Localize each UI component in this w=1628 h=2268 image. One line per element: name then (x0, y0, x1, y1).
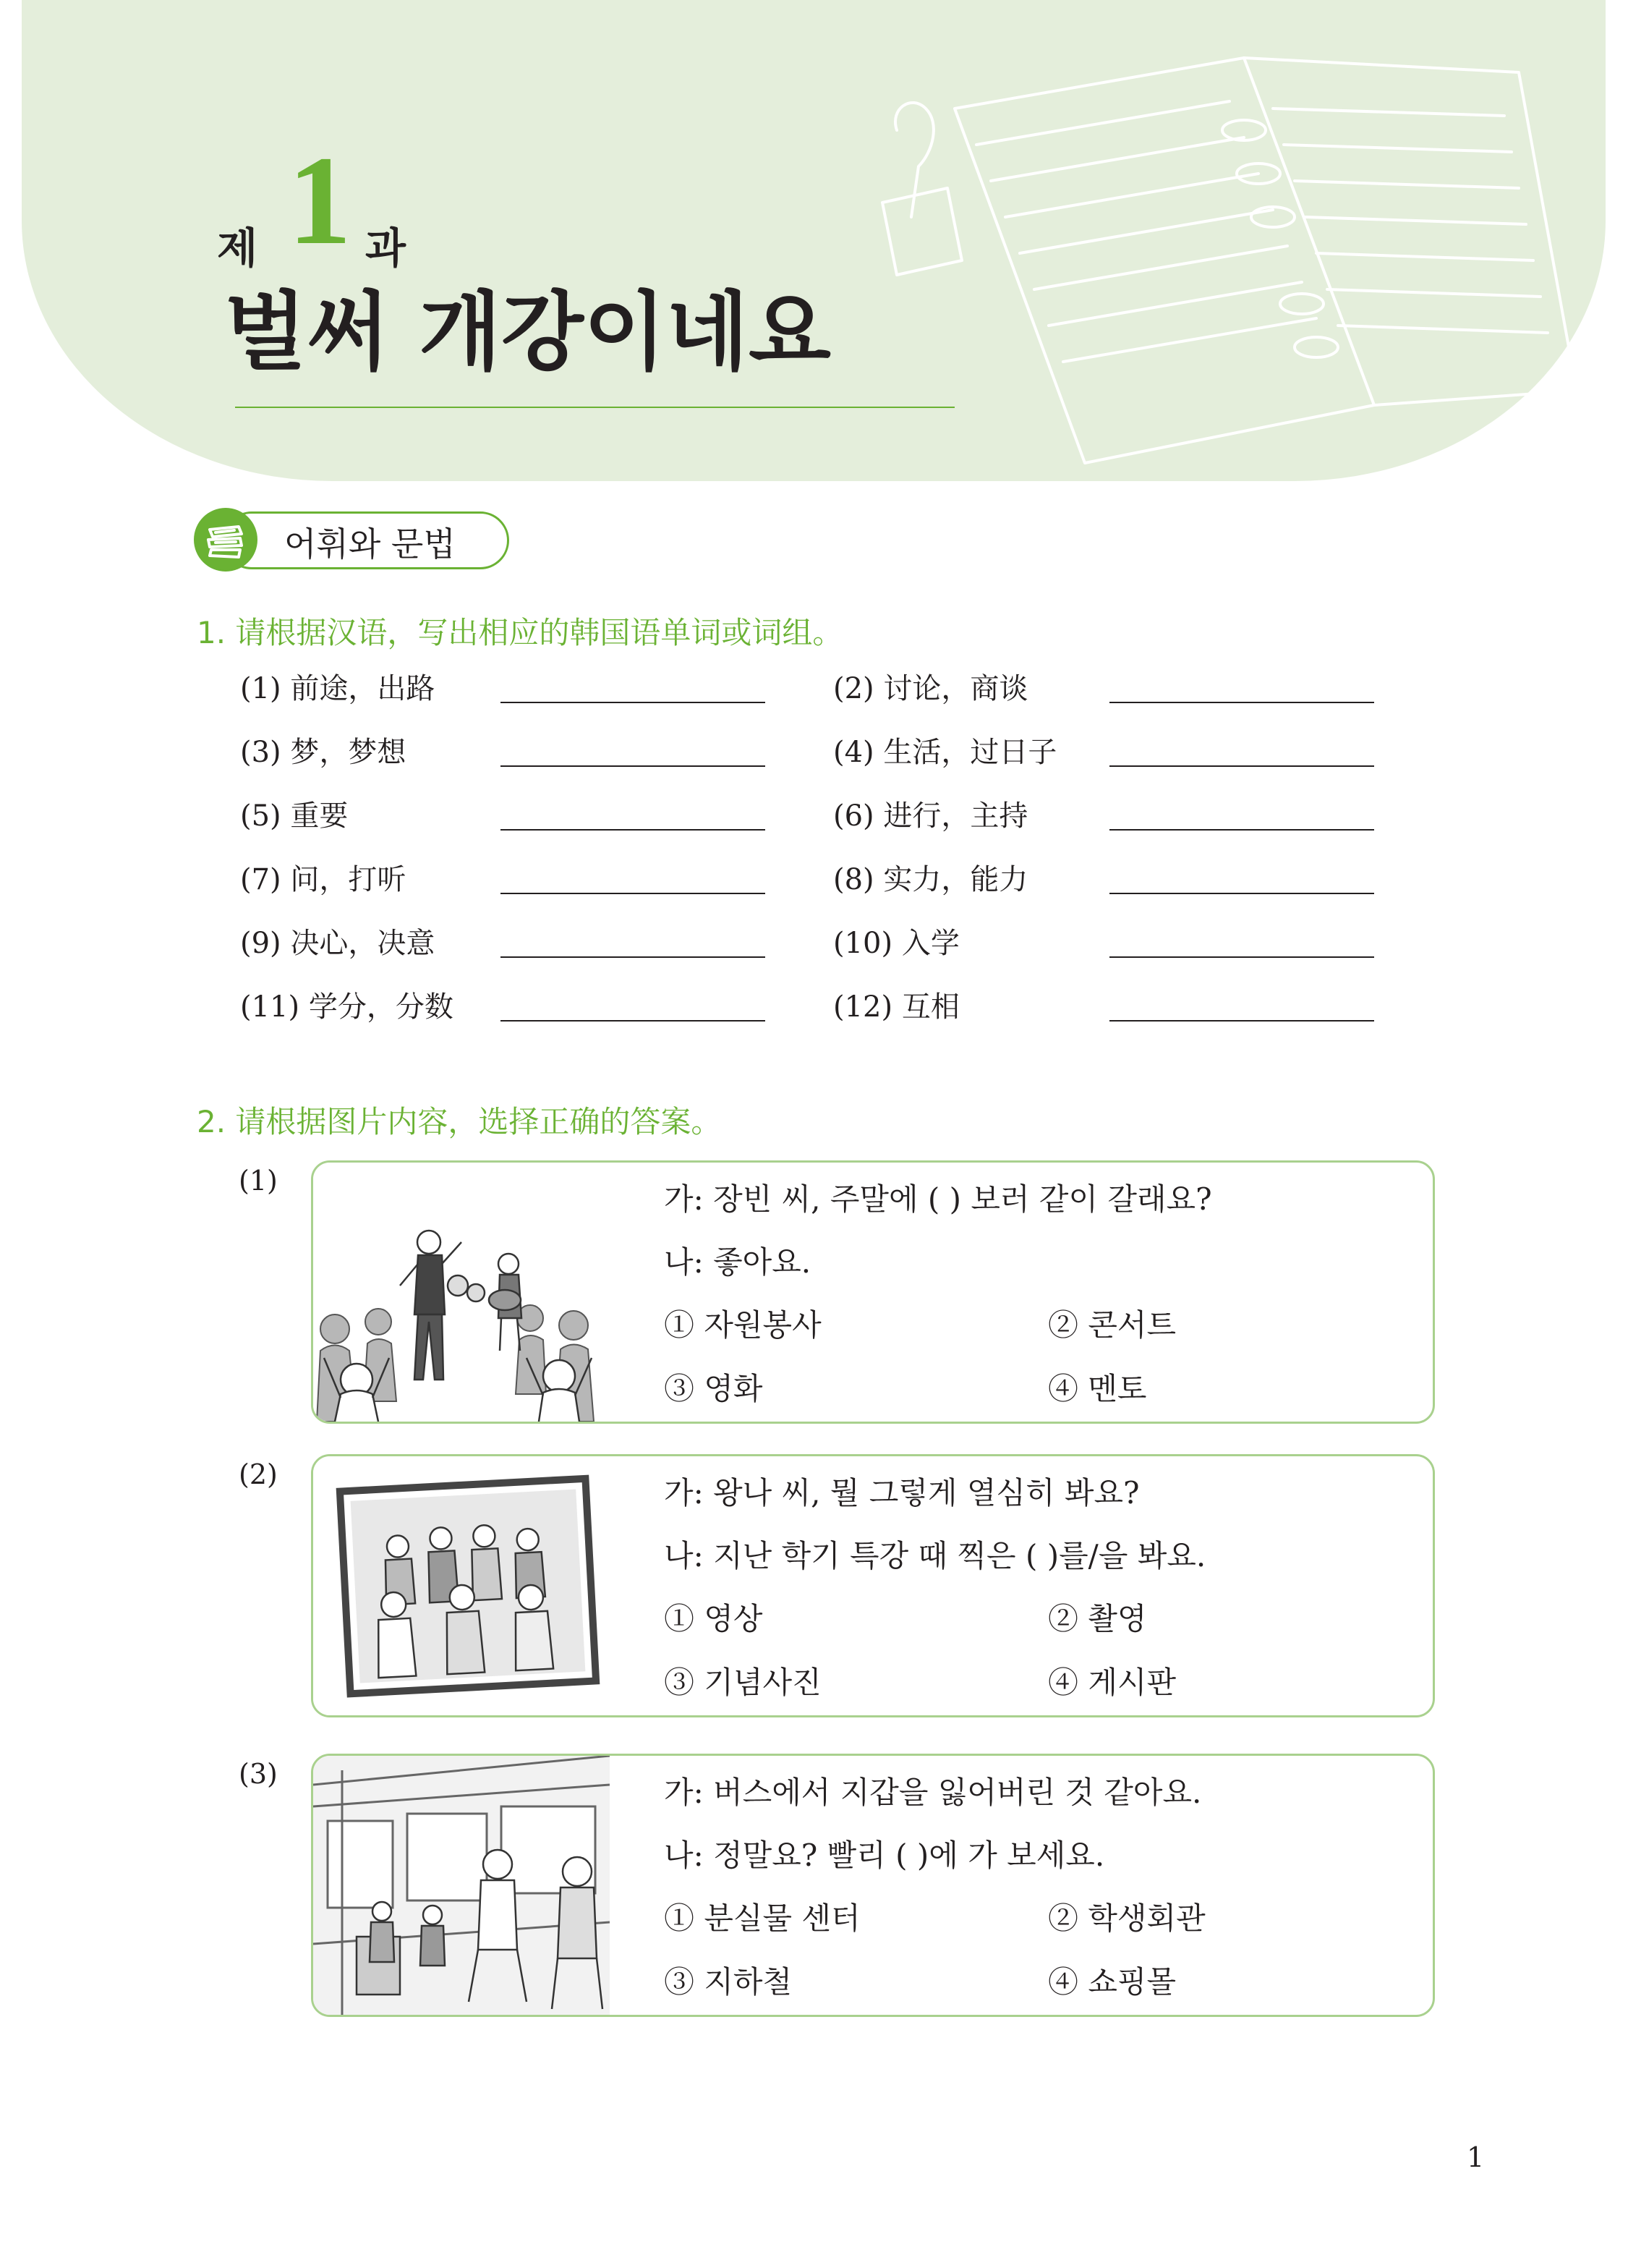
answer-option[interactable]: ④ 게시판 (1048, 1665, 1177, 1700)
answer-option[interactable]: ② 콘서트 (1048, 1307, 1177, 1343)
exercise-2-instruction: 2. 请根据图片内容，选择正确的答案。 (197, 1104, 722, 1139)
answer-option[interactable]: ④ 쇼핑몰 (1048, 1964, 1177, 2000)
answer-option[interactable]: ② 촬영 (1048, 1601, 1147, 1636)
answer-option[interactable]: ④ 멘토 (1048, 1371, 1147, 1406)
vocab-item-label: (5) 重要 (240, 799, 349, 833)
vocab-item (833, 793, 1412, 836)
answer-option[interactable]: ① 자원봉사 (664, 1307, 822, 1343)
notebook-illustration (868, 29, 1606, 492)
answer-blank[interactable] (1109, 702, 1374, 703)
answer-blank[interactable] (1109, 956, 1374, 958)
concert-illustration (313, 1163, 610, 1422)
vocab-item-label: (3) 梦，梦想 (240, 736, 406, 769)
answer-blank[interactable] (500, 829, 765, 831)
vocab-item-label: (2) 讨论，商谈 (833, 672, 1028, 705)
dialogue-line-b: 나: 정말요? 빨리 ( )에 가 보세요. (664, 1838, 1105, 1873)
title-underline (235, 407, 955, 408)
vocab-item-label: (1) 前途，出路 (240, 672, 435, 705)
answer-option[interactable]: ③ 영화 (664, 1371, 763, 1406)
answer-blank[interactable] (500, 1020, 765, 1022)
vocab-item (240, 666, 819, 709)
vocab-item (240, 984, 819, 1027)
answer-option[interactable]: ② 학생회관 (1048, 1900, 1206, 1936)
answer-option[interactable]: ③ 기념사진 (664, 1665, 822, 1700)
bus-illustration (313, 1756, 610, 2015)
answer-blank[interactable] (1109, 893, 1374, 894)
vocab-item (833, 920, 1412, 964)
question-number: (3) (239, 1758, 278, 1790)
answer-blank[interactable] (1109, 765, 1374, 767)
answer-blank[interactable] (1109, 1020, 1374, 1022)
dialogue-line-a: 가: 버스에서 지갑을 잃어버린 것 같아요. (664, 1775, 1202, 1810)
vocab-item (240, 857, 819, 900)
lesson-suffix: 과 (365, 224, 406, 273)
answer-blank[interactable] (500, 765, 765, 767)
lesson-prefix: 제 (217, 224, 258, 273)
answer-option[interactable]: ① 분실물 센터 (664, 1900, 861, 1936)
vocab-item (833, 857, 1412, 900)
page-number: 1 (1467, 2141, 1485, 2173)
vocab-item (833, 666, 1412, 709)
answer-blank[interactable] (500, 702, 765, 703)
dialogue-line-a: 가: 왕나 씨, 뭘 그렇게 열심히 봐요? (664, 1475, 1140, 1511)
vocab-item-label: (11) 学分，分数 (240, 990, 453, 1024)
lesson-title: 벌써 개강이네요 (224, 282, 831, 382)
dialogue-line-b: 나: 지난 학기 특강 때 찍은 ( )를/을 봐요. (664, 1538, 1206, 1573)
vocab-item-label: (4) 生活，过日子 (833, 736, 1057, 769)
books-icon (194, 508, 257, 572)
answer-option[interactable]: ① 영상 (664, 1601, 763, 1636)
section-badge (194, 508, 512, 570)
vocab-item-label: (12) 互相 (833, 990, 960, 1024)
answer-option[interactable]: ③ 지하철 (664, 1964, 793, 2000)
vocab-item (833, 984, 1412, 1027)
question-box (311, 1160, 1435, 1424)
dialogue-line-b: 나: 좋아요. (664, 1244, 811, 1280)
answer-blank[interactable] (1109, 829, 1374, 831)
answer-blank[interactable] (500, 893, 765, 894)
question-box (311, 1454, 1435, 1717)
lesson-number: 1 (288, 130, 351, 271)
vocab-item-label: (7) 问，打听 (240, 863, 406, 896)
question-number: (2) (239, 1458, 278, 1490)
section-label: 어휘와 문법 (284, 524, 456, 564)
vocab-item-label: (10) 入学 (833, 927, 960, 960)
vocab-item (240, 920, 819, 964)
exercise-1-instruction: 1. 请根据汉语，写出相应的韩国语单词或词组。 (197, 615, 843, 650)
vocab-item (240, 793, 819, 836)
question-number: (1) (239, 1165, 278, 1197)
dialogue-line-a: 가: 장빈 씨, 주말에 ( ) 보러 같이 갈래요? (664, 1181, 1212, 1217)
vocab-item (240, 729, 819, 773)
group-photo-illustration (313, 1456, 610, 1715)
vocab-item (833, 729, 1412, 773)
vocab-item-label: (8) 实力，能力 (833, 863, 1028, 896)
answer-blank[interactable] (500, 956, 765, 958)
vocab-item-label: (9) 决心，决意 (240, 927, 435, 960)
vocab-item-label: (6) 进行，主持 (833, 799, 1028, 833)
question-box (311, 1754, 1435, 2017)
